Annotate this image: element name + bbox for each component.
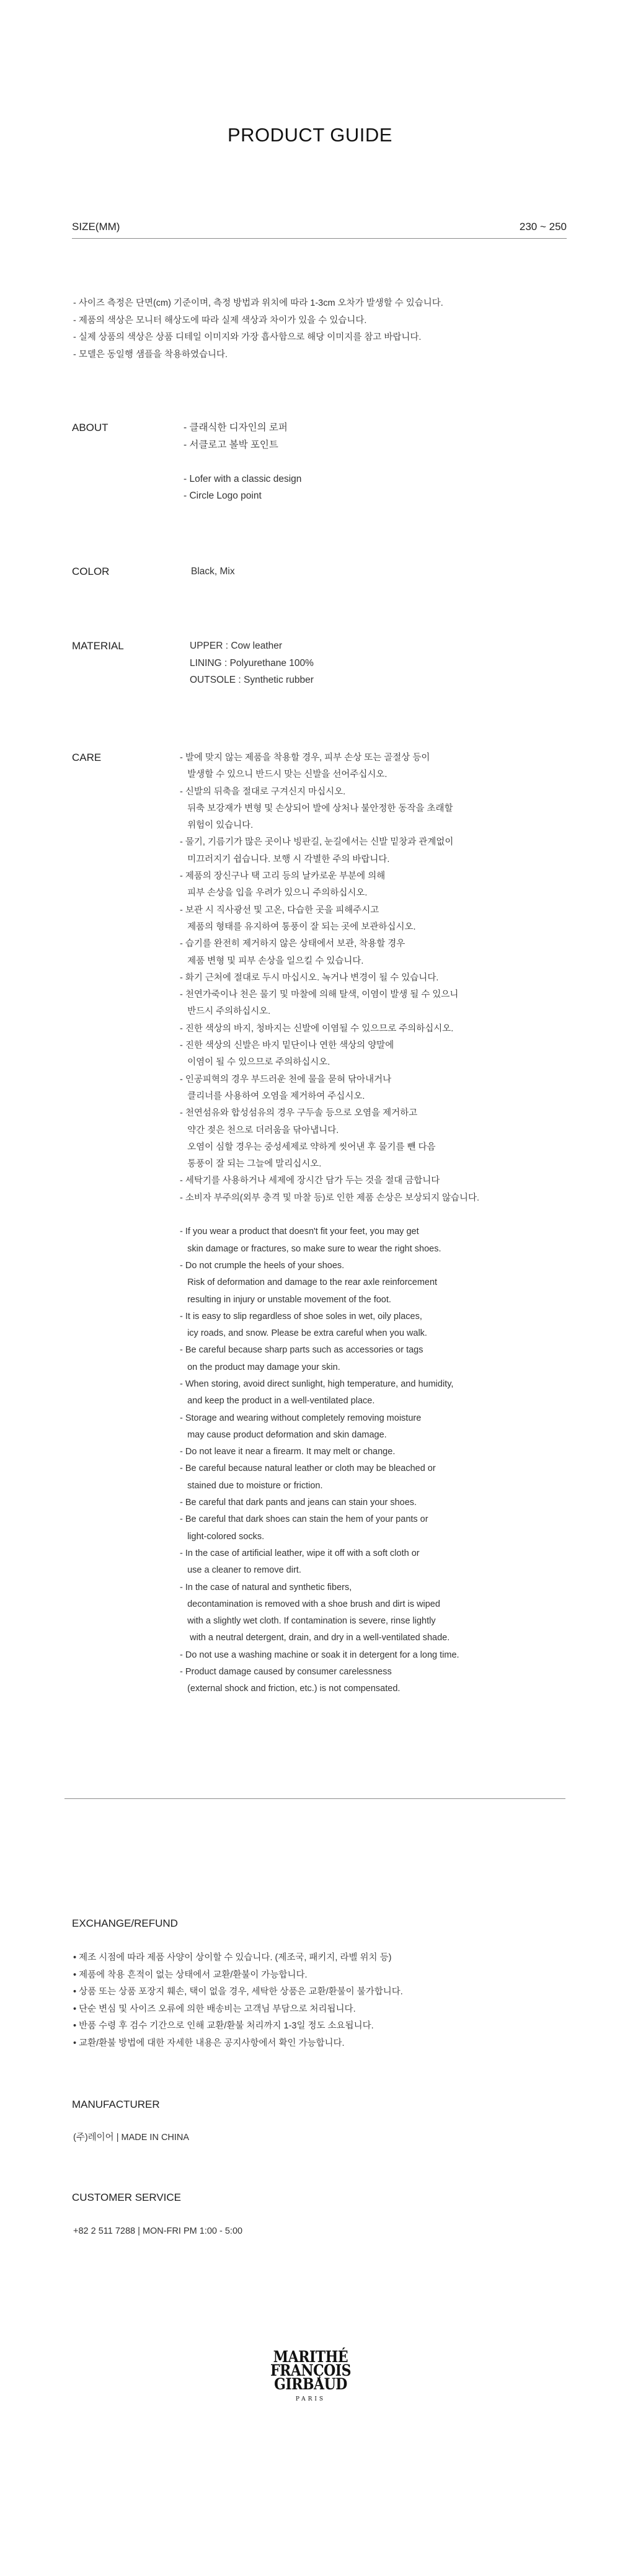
care-line: on the product may damage your skin. — [180, 1362, 340, 1372]
exchange-line: • 반품 수령 후 검수 기간으로 인해 교환/환불 처리까지 1-3일 정도 소요됩니다. — [73, 2021, 374, 2032]
care-line: 발생할 수 있으니 반드시 맞는 신발을 선어주십시오. — [180, 770, 388, 780]
care-line: 오염이 심할 경우는 중성세제로 약하게 씻어낸 후 물기를 뺀 다음 — [180, 1142, 436, 1152]
care-line: - 진한 색상의 신발은 바지 밑단이나 연한 색상의 양말에 — [180, 1041, 394, 1051]
care-line: - It is easy to slip regardless of shoe soles in wet, oily places, — [180, 1311, 422, 1321]
care-line: - 화기 근처에 절대로 두시 마십시오. 녹거나 변경이 될 수 있습니다. — [180, 972, 439, 983]
care-line: - Be careful because natural leather or cloth may be bleached or — [180, 1463, 436, 1474]
note-line: - 모델은 동일행 샘플을 착용하였습니다. — [73, 349, 228, 360]
material-label: MATERIAL — [72, 640, 124, 652]
care-line: resulting in injury or unstable movement of the foot. — [180, 1294, 391, 1305]
logo-line: GIRBAUD — [274, 2375, 347, 2394]
care-line — [180, 1207, 583, 1224]
about-line: - 서클로고 볼박 포인트 — [184, 439, 278, 450]
care-line: - 물기, 기름기가 많은 곳이나 빙판길, 눈길에서는 신발 밑창과 관계없이 — [180, 837, 454, 848]
page-title: PRODUCT GUIDE — [227, 124, 392, 146]
exchange-text — [73, 1950, 582, 2053]
care-line: - Do not leave it near a firearm. It may melt or change. — [180, 1447, 396, 1457]
care-line: - 제품의 장신구나 택 고리 등의 날카로운 부분에 의해 — [180, 871, 386, 882]
size-notes — [73, 295, 569, 363]
brand-logo — [264, 2350, 357, 2402]
exchange-line: • 단순 변심 및 사이즈 오류에 의한 배송비는 고객님 부담으로 처리됩니다. — [73, 2004, 356, 2014]
size-row — [72, 221, 567, 233]
care-line: 반드시 주의하십시오. — [180, 1006, 271, 1017]
exchange-line: • 교환/환불 방법에 대한 자세한 내용은 공지사항에서 확인 가능합니다. — [73, 2038, 345, 2048]
customer-service-title: CUSTOMER SERVICE — [72, 2192, 182, 2203]
manufacturer-title: MANUFACTURER — [72, 2099, 160, 2110]
care-line: - In the case of natural and synthetic fibers, — [180, 1582, 352, 1592]
color-label: COLOR — [72, 566, 110, 577]
care-line: - 세탁기를 사용하거나 세제에 장시간 담가 두는 것을 절대 금합니다 — [180, 1176, 440, 1186]
care-line: - 천연가죽이나 천은 물기 및 마찰에 의해 탈색, 이염이 발생 될 수 있으니 — [180, 990, 459, 1000]
care-divider — [64, 1798, 565, 1799]
care-line: - 소비자 부주의(외부 충격 및 마찰 등)로 인한 제품 손상은 보상되지 않습니다. — [180, 1193, 480, 1203]
care-line: skin damage or fractures, so make sure to wear the right shoes. — [180, 1243, 441, 1254]
care-line: and keep the product in a well-ventilated place. — [180, 1396, 375, 1406]
material-text — [190, 637, 587, 689]
care-line: (external shock and friction, etc.) is not compensated. — [180, 1684, 401, 1694]
care-line: 약간 젖은 천으로 더러움을 닦아냅니다. — [180, 1125, 339, 1135]
care-line: 피부 손상을 입을 우려가 있으니 주의하십시오. — [180, 888, 368, 899]
care-line: - Do not crumple the heels of your shoes. — [180, 1260, 345, 1271]
about-line — [184, 453, 580, 471]
about-label: ABOUT — [72, 422, 108, 433]
care-line: with a slightly wet cloth. If contamination is severe, rinse lightly — [180, 1616, 436, 1627]
care-line: may cause product deformation and skin damage. — [180, 1429, 387, 1440]
about-line: - Circle Logo point — [184, 491, 262, 502]
care-line: - In the case of artificial leather, wipe it off with a soft cloth or — [180, 1548, 420, 1558]
care-line: - Be careful because sharp parts such as accessories or tags — [180, 1345, 423, 1356]
color-value: Black, Mix — [191, 566, 235, 577]
logo-subtitle: PARIS — [295, 2396, 326, 2402]
size-divider — [72, 238, 567, 239]
note-line: - 사이즈 측정은 단면(cm) 기준이며, 측정 방법과 위치에 따라 1-3cm 오차가 발생할 수 있습니다. — [73, 298, 443, 308]
care-line: Risk of deformation and damage to the rear axle reinforcement — [180, 1277, 438, 1288]
care-line: 위험이 있습니다. — [180, 820, 254, 831]
care-line: - Product damage caused by consumer carelessness — [180, 1667, 392, 1677]
care-line: stained due to moisture or friction. — [180, 1480, 323, 1491]
care-line: - When storing, avoid direct sunlight, high temperature, and humidity, — [180, 1379, 454, 1389]
care-line: - Be careful that dark shoes can stain the hem of your pants or — [180, 1514, 428, 1525]
material-line: UPPER : Cow leather — [190, 641, 283, 651]
care-line: 뒤축 보강재가 변형 및 손상되어 발에 상처나 불안정한 동작을 초래할 — [180, 803, 453, 814]
care-line: - 천연섬유와 합성섬유의 경우 구두솔 등으로 오염을 제거하고 — [180, 1108, 418, 1119]
care-line: - 보관 시 직사광선 및 고온, 다습한 곳을 피해주시고 — [180, 905, 379, 915]
care-line: 미끄러지기 쉽습니다. 보행 시 각별한 주의 바랍니다. — [180, 854, 390, 864]
care-line: 통풍이 잘 되는 그늘에 말리십시오. — [180, 1159, 322, 1170]
care-line: light-colored socks. — [180, 1531, 265, 1542]
care-line: use a cleaner to remove dirt. — [180, 1565, 301, 1576]
care-line: 제품 변형 및 피부 손상을 일으킬 수 있습니다. — [180, 956, 364, 966]
care-line: - 신발의 뒤축을 절대로 구겨신지 마십시오. — [180, 786, 346, 797]
material-line: LINING : Polyurethane 100% — [190, 657, 314, 668]
size-label: SIZE(MM) — [72, 221, 120, 233]
care-line: - 발에 맞지 않는 제품을 착용할 경우, 피부 손상 또는 골절상 등이 — [180, 753, 430, 763]
about-text — [184, 419, 580, 505]
care-line: 클리너를 사용하여 오염을 제거하여 주십시오. — [180, 1091, 365, 1101]
manufacturer-value: (주)레이어 | MADE IN CHINA — [73, 2133, 190, 2143]
about-line: - Lofer with a classic design — [184, 473, 302, 484]
care-line: decontamination is removed with a shoe brush and dirt is wiped — [180, 1599, 440, 1609]
about-line: - 클래식한 디자인의 로퍼 — [184, 422, 288, 433]
care-label: CARE — [72, 752, 102, 763]
care-line: 제품의 형태를 유지하여 통풍이 잘 되는 곳에 보관하십시오. — [180, 922, 416, 932]
customer-service-value: +82 2 511 7288 | MON-FRI PM 1:00 - 5:00 — [73, 2226, 243, 2236]
care-line: - Do not use a washing machine or soak it in detergent for a long time. — [180, 1650, 459, 1660]
note-line: - 제품의 색상은 모니터 해상도에 따라 실제 색상과 차이가 있을 수 있습니다. — [73, 315, 367, 326]
care-line: - Be careful that dark pants and jeans can stain your shoes. — [180, 1498, 417, 1508]
care-line: with a neutral detergent, drain, and dry in a well-ventilated shade. — [180, 1633, 450, 1643]
care-line: - 인공피혁의 경우 부드러운 천에 물을 묻혀 닦아내거나 — [180, 1074, 392, 1085]
care-line: - 진한 색상의 바지, 청바지는 신발에 이염될 수 있으므로 주의하십시오. — [180, 1023, 454, 1034]
logo-line: MARITHÉ — [273, 2348, 348, 2366]
exchange-line: • 제품에 착용 흔적이 없는 상태에서 교환/환불이 가능합니다. — [73, 1970, 308, 1980]
note-line: - 실제 상품의 색상은 상품 디테일 이미지와 가장 흡사함으로 해당 이미지를 참고 바랍니다. — [73, 332, 422, 343]
care-line: - Storage and wearing without completely removing moisture — [180, 1413, 422, 1423]
exchange-title: EXCHANGE/REFUND — [72, 1917, 178, 1929]
logo-line: FRANÇOIS — [270, 2361, 351, 2380]
exchange-line: • 제조 시점에 따라 제품 사양이 상이할 수 있습니다. (제조국, 패키지, 라벨 위치 등) — [73, 1953, 392, 1963]
care-text — [180, 750, 583, 1698]
exchange-line: • 상품 또는 상품 포장지 훼손, 택이 없을 경우, 세탁한 상품은 교환/환불이 불가합니다. — [73, 1987, 403, 1997]
care-line: - 습기를 완전히 제거하지 않은 상태에서 보관, 착용할 경우 — [180, 939, 405, 949]
care-line: 이염이 될 수 있으므로 주의하십시오. — [180, 1057, 330, 1068]
care-line: icy roads, and snow. Please be extra careful when you walk. — [180, 1328, 427, 1339]
material-line: OUTSOLE : Synthetic rubber — [190, 675, 314, 686]
size-value: 230 ~ 250 — [519, 221, 567, 233]
care-line: - If you wear a product that doesn't fit your feet, you may get — [180, 1227, 419, 1237]
